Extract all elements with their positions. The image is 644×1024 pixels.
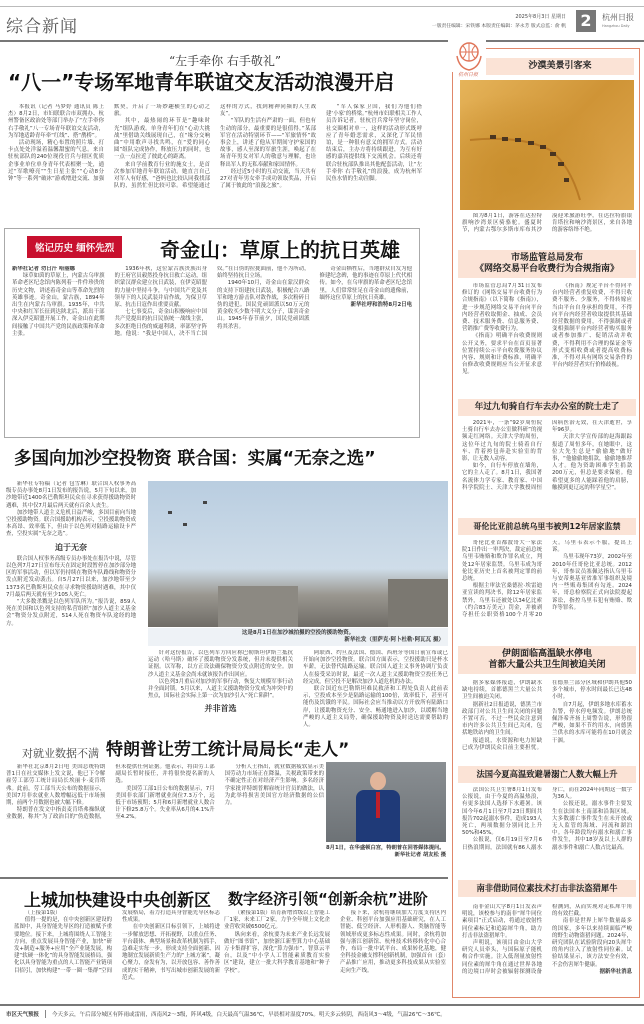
- paragraph: 来自学前教育行业的施女士，是首次参加军地青年联谊活动。她直言自己对军人有好感，“爸妈也比较认同我找部队的，虽然忙但比较可靠。希望能通过这样的方式，找到精神同频的人生战友”。: [114, 104, 316, 190]
- sidebar-s3-body: [462, 420, 632, 515]
- face: [370, 772, 386, 790]
- article3-body: [148, 650, 448, 730]
- paragraph: 南非金山大学8月1日发表声明说，该校参与的南非“犀牛同位素项目”正式启动，将通过放射性同位素标记和追踪犀牛角，助力打击非法盗猎犀牛。: [462, 904, 542, 939]
- paragraph: 《指南》明确平台收费规则公开义务，要求平台在首页显著位置持续公示平台收费服务协议内容、规则和计费标准，明确平台修改收费规则应当公开征求意见。: [462, 333, 542, 376]
- article2-body: [12, 266, 412, 432]
- sidebar-s7-body: [462, 904, 632, 994]
- weather-label: 市区天气预报: [6, 1010, 46, 1018]
- article5-headline: 上城加快建设中央创新区: [24, 891, 211, 911]
- paragraph: 以色列3月重启对加沙的军事行动，恢复大规模军事行动并全面封锁。5月以来，人道主义援助物资分发成为冲突中的焦点，国际社会实际上第一次为加沙引入“死亡陷阱”。: [148, 678, 293, 700]
- trump-caption-block: [326, 845, 446, 859]
- paragraph: 针对这份报告，以色列军方回应称巴勒斯坦伊斯兰抵抗运动（哈马斯）破坏了援助物资分发系统，但并未提供相关证据。以军称，以方正设法确保物资分发点附近的安全。加沙人道主义基金会尚未就该报告作出回应。: [148, 650, 293, 678]
- top-rule: [0, 6, 644, 7]
- newspaper-logo: 杭州日报: [602, 13, 634, 22]
- footer-rule: [0, 1004, 644, 1006]
- sidebar-logo-text: 杭州日报: [458, 72, 479, 78]
- airdrop-photo: [148, 481, 448, 627]
- paragraph: 其中，最热闹的环节是“趣味时光”组队游戏。单身青年们在“心动大挑战”里借助关线展现自己，在“缘分交响曲”中用歌声寻找共鸣，在“爱的同心圆”组队完成协作，释放压力的同时，也一点一点拉近了彼此心的距离。: [114, 118, 210, 161]
- paragraph: 根据主审法官桑德拉·埃雷迪亚宣读的判决书，除12年居家监禁外，乌里韦还被处以34亿比索（约合83万美元）罚金，并被剥夺担任公职资格100个月零20天。乌里韦表示不服，提出上诉。: [462, 540, 632, 619]
- paragraph: 自7月起，伊朗多地水库蓄水告警，停水停电频发。伊朗总统佩泽希齐扬上周警告说，形势很严峻，如果不节约用水，向德黑兰供水的水库可能将在10月就会干涸。: [552, 701, 632, 744]
- source-credit: 据新华社消息: [599, 968, 632, 975]
- article1-kicker: “左手牵你 右手敬礼”: [168, 54, 282, 68]
- article4-kicker: 对就业数据不满: [22, 747, 99, 760]
- paragraph: 联合国人权事务高级专员办事处在报告中说，尽管以色列7月27日宣布每天在固定时段暂停在加沙部分地区的军事活动，但以军仍持续在物资车队路线和物资分发点附近发动袭击。自5月27日以来，加沙地带至少1373名巴勒斯坦民众在寻求物资援助时遇难，其中仅7月最后两天就有至少105人死亡。: [6, 555, 136, 598]
- byline: 新华社记者 勿日汗 哈丽娜: [12, 266, 76, 272]
- globe-hands-logo-icon: [452, 40, 486, 72]
- paragraph: 经过近5小时的互动交流，当天共有27对青年男女牵手成功领取奖品，开启了属于彼此的“浪漫之旅”。: [220, 168, 316, 190]
- paragraph: 七七事变后，奇金山积极响应中国共产党提出的抗日民族统一战线主张，多次拒绝日伪的威逼利诱，率部坚守阵地。他说：“我是中国人，决不当亡国奴。”在日伪的拉拢面前，他不为所动，始终坚持抗日立场。: [114, 266, 310, 337]
- article3-lead: [6, 481, 136, 729]
- sidebar-s6-body: [462, 787, 632, 873]
- paragraph: 分析人士指出，就业数据疲软显示美国劳动力市场正在降温，关税政策带来的不确定性正在对经济产生影响。多名经济学家批评特朗普解雇统计官员的做法，认为此举将损害美国官方经济数据的公信力。: [224, 764, 324, 807]
- title-line: 《网络交易平台收费行为合规指南》: [474, 264, 619, 274]
- paragraph: 报道说，水资源和电力短缺已成为伊朗民众目前主要担忧。在德黑兰部分区域和伊朗其他50多个城市，停水时间最长已达48小时。: [462, 680, 632, 751]
- paragraph: 1940年10月，奇金山在蒙汉群众的支持下组建抗日武装，积极配合八路军和地方游击队对敌作战，多次粉碎日伪的进犯。国民党顽固派以50万元的黄金收买少数不明大义分子，谋害奇金山。1945年春节前夕，国民党顽固派将其杀害。: [217, 280, 310, 330]
- trump-photo-credit: 新华社记者 胡友松 摄: [394, 852, 446, 858]
- article2-tag: 铭记历史 缅怀先烈: [27, 236, 122, 258]
- sidebar-s4-body: [462, 540, 632, 638]
- building: [218, 586, 298, 627]
- article5-body: [14, 910, 220, 1000]
- trump-photo-caption: 8月1日，在华盛顿白宫，特朗普在回答媒体提问。: [326, 845, 445, 851]
- photo-caption: 图为8月1日，游客在达拉特旗响沙湾景区骑骆驼。盛夏时节，内蒙古鄂尔多斯市库布其沙漠迎来旅游旺季，在达拉特旗银肯塔拉和响沙湾景区，来自各地的游客络绎不绝。: [462, 213, 632, 234]
- paragraph: 2021年，一条“92岁周恒院士骑自行车去办公室做科研”的视频走红网络。天津大学的周恒，这位年过九旬的院士骑着自行车、背着挎包奔赴实验室的背影，让无数人动容。: [462, 420, 542, 463]
- title-line: 伊朗面临高温缺水停电: [501, 649, 592, 659]
- sidebar-s5-body: [462, 680, 632, 764]
- paragraph: 奇金山牺牲后，当地群众自发为他修建纪念碑，他的事迹在草原上代代相传。如今，在乌审旗的革命老区纪念馆里，人们常常驻足在奇金山的遗像前，缅怀这位草原上的抗日英雄。: [319, 266, 412, 301]
- title-line: 首都大量公共卫生间被迫关闭: [488, 660, 606, 670]
- airdrop-photo-caption: 这是8月1日在加沙城拍摄的空投的援助物资。: [241, 630, 355, 636]
- article4-body: [6, 764, 324, 872]
- sidebar-s1-title: 沙漠美景引客来: [486, 58, 634, 75]
- editors-line: 一版责任编辑：宋铁娜 本版责任编辑：茅永芳 版式总监：俞 帆: [431, 24, 566, 29]
- paragraph: 公报还说，溺水事件主要发生在法国本土南部和沿海区域。大多数溺亡事件发生在未开放或无人监管的海域、河流和湖泊中。各年龄段均有溺水和溺亡事件发生，其中18岁及以上人群的溺水事件和溺亡人数占比最高。: [552, 801, 632, 851]
- subheading: 并非首选: [204, 704, 237, 714]
- paragraph: 阿联酋、约旦及法国、德国、西班牙等国日前宣布或已开始向加沙空投物资。联合国方面表示，空投援助只是杯水车薪，无法替代陆路运输。联合国人道主义事务协调厅负责人在接受采访时说，最近一次人道主义援助物资空投任务已经完成，但空投不是解决加沙人道危机的办法。: [303, 650, 448, 685]
- paragraph: 纵向来看，余杭要为未来产业长远发展做好“图书馆”，加快浙江新型算力中心基础万卡集群扩容，深化“算力强市”，智算云平台，以及“中小学人工智能素质教育实验区”建设，建立一批大科学教育基地和“种子学校”。: [224, 931, 330, 974]
- airdrop-photo-credit: 新华社发（里萨克·阿卜杜勒·阿瓦瓦 摄）: [344, 637, 444, 643]
- paragraph: 如今，自行车停放在墙角，它的主人走了。8月1日，我国著名流体力学专家、教育家、中国科学院院士、天津大学教授周恒因病医治无效，在天津逝世，享年96岁。: [462, 420, 632, 491]
- subheading: 迫于无奈: [55, 542, 87, 552]
- article6-headline: 数字经济引领“创新余杭”进阶: [228, 890, 428, 908]
- page-number: 2: [576, 10, 596, 32]
- paragraph: 在中央创新区目标引领下，上城将进一步解放思想、开拓视野，以重点任务、平台载体、典型场景和改革机制为抓手，急难走实每一步，形成支持全面创新、因地制宜发展新质生产力的“上城方案”，凝心聚力，奋发有为，以开放包容、善作善成的实干精神，书写出城市创新发展的新范式。: [122, 924, 220, 981]
- paragraph: 绿草如茵的草原上，内蒙古乌审旗革命老区纪念馆内陈列着一件件珍贵的历史文物，讲述着奇金山等革命先烈的英雄事迹。奇金山，蒙古族，1894年出生在内蒙古乌审旗。1935年，中共中央和红军长征到达陕北后，派出干部深入伊克昭盟开展工作，奇金山在此期间接触了中国共产党的民族政策和革命主张。: [12, 273, 105, 337]
- article4-headline: 特朗普让劳工统计局局长“走人”: [106, 740, 350, 760]
- paragraph: 乌里韦现年73岁，2002年至2010年任哥伦比亚总统。2012年，哥参议员塞佩达指认乌里韦与安蒂奥基亚省准军事组织及境内一些贩毒集团有勾连。2024年，哥总检察院正式向法院提起诉讼，指控乌里韦犯有贿赂、欺诈等罪名。: [552, 554, 632, 611]
- paragraph: “军队的生活有严肃的一面，但也有生动的部分，最重要的是很值得。”某部军官在活动特别环节——“军旅情怀”故事会上，讲述了他从军期间守护家国的故事，感人至深的军旅生涯，唤起了在场青年男女对军人的敬意与理解，也诠释出军人的无私奉献和家国情怀。: [220, 118, 316, 168]
- article1-body: [8, 104, 422, 224]
- title-line: 市场监管总局发布: [510, 253, 583, 263]
- paragraph: 新华社专特稿（记者 包雪琳）联合国人权事务高级专员办事处8月1日发布的报告说，5月下旬以来，加沙地带近1400名巴勒斯坦民众在寻求获得援助物资时遇难，其中仅7月最后两天就有百余人丧生。: [6, 481, 136, 509]
- sidebar-s2-body: [462, 283, 632, 393]
- sidebar-s7-title: 南非借助同位素技术打击非法盗猎犀牛: [458, 880, 636, 897]
- sidebar-s2-title: [458, 250, 636, 278]
- section-title: 综合新闻: [6, 17, 78, 37]
- paragraph: 美国劳工部1日公布的数据显示，7月美国非农部门新增就业岗位7.3万个，远低于市场预期；5月和6月新增就业人数合计下修25.8万个。失业率从6月的4.1%升至4.2%。: [115, 785, 215, 821]
- airdrop-caption-block: [148, 628, 448, 646]
- building: [388, 579, 448, 627]
- parachute-mark: [203, 501, 207, 504]
- paragraph: 《指南》规定平台不得向平台内经营者重复收费，不得只收费不服务、少服务，不得转嫁应当由平台自身承担的费用，不得向平台内经营者收取提供其基础经营数据的费用，不得强制或者变相强制平台内经营者购买服务或者参加推广、促销活动并收费，不得利用不合理的保证金等形式变相收费或者提高收费标准，不得对具有网络交易条件的平台内经营者实行价格歧视。: [552, 283, 632, 369]
- paragraph: 市场监管总局7月31日发布修订的《网络交易平台收费行为合规指南》（以下简称《指南》），进一步规范网络交易平台向平台内经营者收取佣金、抽成、会员费、技术服务费、信息服务费、营销推广费等收费行为。: [462, 283, 542, 333]
- paragraph: 哥伦比亚首都波哥大一家法院1日作出一审判决，裁定前总统乌里韦贿赂和欺诈罪名成立，判处12年居家监禁。乌里韦成为哥伦比亚历史上首名被判定罪的前总统。: [462, 540, 542, 583]
- weather-forecast: 今天多云，午后部分城区有阵雨或雷雨，西南风2～3级，阵风4级，白天最高气温36℃，早晨相对湿度70%。明天多云转阴，西南风3～4级，气温26℃～36℃。: [52, 1012, 446, 1018]
- paragraph: 声明说，该项目由金山大学研究人员牵头，与国际原子能机构合作实施。注入低剂量放射性同位素的犀牛角在通过世界各地的边境口岸时会被辐射探测设备检测到，从而实现对走私犀牛角的有效拦截。: [462, 904, 632, 975]
- article1-headline: “八一”专场军地青年联谊交友活动浪漫开启: [8, 70, 395, 94]
- sidebar-s4-title: 哥伦比亚前总统乌里韦被判12年居家监禁: [458, 518, 636, 535]
- paragraph: 联合国近东巴勒斯坦难民救济和工程处负责人此前表示，空投成本至少是陆路运输的100倍，效率低下，甚至可能伤及饥饿的平民。国际社会应当推动以方开放所有陆路口岸，让援助物资充分、安全、畅通地进入加沙，以缓解当地严峻的人道主义局势，确保援助物资及时送达需要帮助的人。: [303, 686, 448, 729]
- paragraph: 法国公共卫生署8月1日发布公报说，由于今夏的高温热浪，有更多法国人选择下水避暑。该国今年6月1日至7月23日期间共报告702起溺水事件，造成193人死亡，两项数据分别同比上升50%和45%。: [462, 787, 542, 837]
- article6-body: [224, 910, 446, 1000]
- paragraph: 1936年秋，这位蒙古族贵族出身的王府官员毅然投身抗日救亡运动，组织蒙汉群众建立抗日武装，在伊克昭盟的力量中坚持斗争，与中国共产党及其领导下的人民武装并肩作战，为保卫草原、抗击日寇作出重要贡献。: [114, 266, 207, 309]
- desert-camel-photo: [460, 80, 634, 210]
- paragraph: 值得一提的是，在中央创新区建设的蓝图中，具身智能先导区的打造被赋予重要地位。接下来，上城将围绕人工智能主方向，重点发展具身智能产业，加快“研发+制造+服务+应用”全产业链发展，构建“软硬一体化”的具身智能发展格局，强化以具身智能为重点的人工智能产业链项目招引，加快构建“一带一圈一集群”空间发展格局，着力打造具身智能先导区标志性成果。: [14, 910, 220, 974]
- paragraph: 接下来，余杭将继续加大力度支持区内企业、科创平台加强应用基础研究，在人工智能、低空经济、人形机器人、类脑智能等领域形成更多标志性成果。同时，余杭将加强与浙江创新馆、杭州技术转移转化中心合作，布局一批中试平台、成果转化基地，健全科技金融支撑科创新机制，加强首台（套）产品推广应用，推动更多科技成果从实验室走向生产线。: [340, 910, 446, 974]
- paragraph: “大多数杀戮是以色列军队所为。”报告说，859人死在美国和以色列支持的私营组织“加沙人道主义基金会”物资分发点附近，514人死在物资车队途经的地方。: [6, 599, 136, 627]
- paragraph: 据多家媒体报道，伊朗缺水缺电持续，首都德黑兰大量公共卫生间被迫关闭。: [462, 680, 542, 701]
- paragraph: 特朗普在发文中指责麦肯塔弗操纵就业数据，称其“为了政治目的”伪造数据，但未提供任何证据。他表示，将由劳工部副局长暂时接任，并将很快提名新的人选。: [6, 764, 215, 821]
- tie: [376, 792, 380, 818]
- paragraph: 加沙地带人道主义危机日益严峻，多国目前向当地空投援助物资。联合国援助机构表示，空投援助物资成本高昂、效率低下，但由于以色列对陆路运输设卡严查，空投实属“无奈之选”。: [6, 509, 136, 538]
- paragraph: “军人保家卫国，我们为他们搭建‘小家’的桥梁。”杭州市妇联相关工作人员告诉记者，驻杭官兵常年坚守岗位，社交圈相对单一，这样的活动形式既呼应了青年婚恋需求，又深化了军民情谊，是一种很有意义的拥军方式。活动结束后，主办方将持续跟进，为互有好感的嘉宾提供线下交流机会。后续还将联合驻杭部队推出其他配套活动，让“左手牵你 右手敬礼”的浪漫，成为杭州军民鱼水情的生动注脚。: [326, 104, 422, 183]
- article2-headline: 奇金山：草原上的抗日英雄: [160, 238, 400, 262]
- dateline: 新华社呼和浩特8月2日电: [350, 302, 412, 309]
- paragraph: 南非是世界上犀牛数量最多的国家，多年以来持续面临严峻的野生动物盗猎问题。2024年，研究团队在试验阶段向20头犀牛的角内注入了放射性同位素。试验结果显示，该方法安全有效，不会伤害犀牛健康。: [552, 918, 632, 968]
- sidebar-s6-title: 法国今夏高温致避暑溺亡人数大幅上升: [458, 766, 636, 783]
- paragraph: 新华社北京8月2日电 美国总统特朗普1日在社交媒体上发文说，他已下令解雇劳工部劳工统计局局长埃丽卡·麦肯塔弗。此前，劳工部当天公布的数据显示，美国7月非农就业人数增幅远低于市场预期，前两个月数据也被大幅下修。: [6, 764, 106, 807]
- paragraph: 公报说，仅6月19日至7月6日热浪期间，法国就有86人溺水身亡，而在2024年同期这一数字为36人。: [462, 787, 632, 851]
- paragraph: 活动现场，精心布置的照片墙、打卡点处处洋溢着温馨甜蜜的气息。来自驻杭部队的240位现役官兵与辖区优质企事业单位单身青年代表相聚一处，通过“军歌嘹亮”“生日星主张”“心动8分钟”等一系列“破冰”游戏增进交流、加强默契，开启了一场妙趣横生的心动之旅。: [8, 104, 210, 183]
- article3-headline: 多国向加沙空投物资 联合国：实属“无奈之选”: [14, 449, 376, 469]
- paragraph: （上接第1版）: [24, 910, 61, 916]
- paragraph: 本报讯（记者 马梦婷 通讯员 陈上杰）8月2日，市妇联联合市双拥办、杭州警备区政治处等部门举办了“左手牵你 右手敬礼”八一专场青年联谊交友活动，为军地适龄青年牵“红线”、搭“鹊桥”。: [8, 104, 104, 139]
- sidebar-s5-title: [458, 646, 636, 674]
- header-rule: [0, 40, 448, 42]
- section-rule: [0, 877, 448, 879]
- parachute-mark: [168, 511, 172, 514]
- paragraph: 据新社2日报道说，德黑兰市政部门对公共卫生间关闭的问题不置可否，不过一些民众注意到市内许多公共卫生间已关闭，包括地铁站内的卫生间。: [462, 701, 542, 737]
- newspaper-logo-en: Hangzhou Daily: [602, 24, 630, 28]
- paragraph: （紧接第1版）培育新增省级以上智能工厂1家、未来工厂2家，力争全年规上文化企业营收突破6500亿元。: [224, 910, 330, 931]
- sidebar-s1-caption: [462, 213, 632, 241]
- paragraph: 天津大学宣传部的赵海跟踪报道了周恒多年，在她眼中，这位大先生总是“偷偷地”做好事，“他偷偷地捐款，偷偷地推荐人才。他为资助困难学生捐款200万元，但总是要求保密。他希望更多的人能踩着他的肩膀，触摸到更辽远的科学星空”。: [552, 434, 632, 491]
- trump-photo: [326, 762, 446, 842]
- sidebar-s3-title: 年过九旬骑自行车去办公室的院士走了: [458, 399, 636, 416]
- issue-date: 2025年8月3日 星期日: [515, 14, 566, 20]
- parachute-mark: [183, 523, 187, 526]
- header-rule-right: [480, 40, 644, 42]
